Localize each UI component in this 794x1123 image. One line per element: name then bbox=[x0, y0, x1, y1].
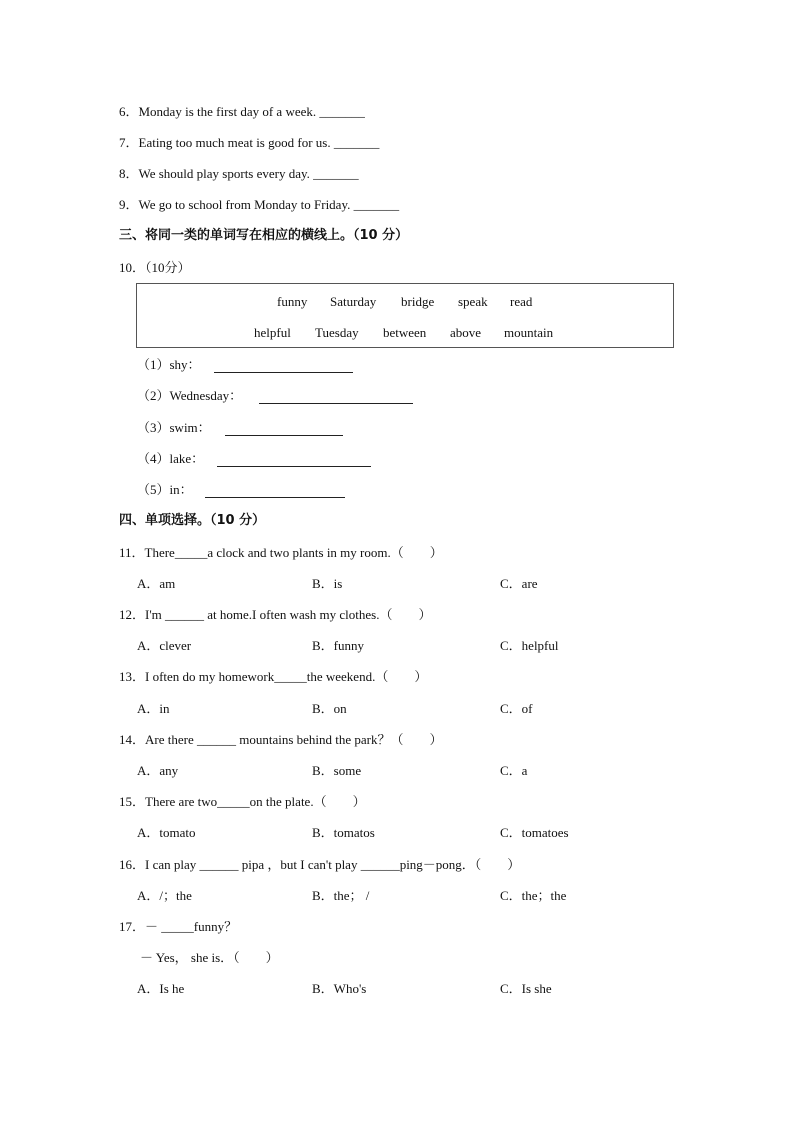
question-14-stem: 14．Are there ______ mountains behind the park？（ ） bbox=[119, 732, 443, 747]
question-10: 10．（10分） bbox=[119, 260, 191, 275]
word-bank-word: speak bbox=[458, 294, 488, 309]
option-a[interactable]: A．Is he bbox=[137, 981, 185, 996]
word-bank-word: Saturday bbox=[330, 294, 377, 309]
option-b[interactable]: B．the； / bbox=[312, 888, 370, 903]
question-17-stem: 17．－ _____funny？ bbox=[119, 919, 238, 934]
option-b[interactable]: B．some bbox=[312, 763, 362, 778]
option-a[interactable]: A．in bbox=[137, 701, 170, 716]
word-bank-word: read bbox=[510, 294, 533, 309]
option-b[interactable]: B．funny bbox=[312, 638, 365, 653]
statement-8: 8．We should play sports every day. _______ bbox=[119, 166, 359, 181]
word-bank-word: Tuesday bbox=[315, 325, 359, 340]
statement-7: 7．Eating too much meat is good for us. _______ bbox=[119, 135, 380, 150]
word-bank-word: bridge bbox=[401, 294, 435, 309]
question-11-stem: 11．There_____a clock and two plants in my room.（ ） bbox=[119, 545, 443, 560]
question-17-reply: － Yes， she is．（ ） bbox=[140, 950, 279, 965]
answer-line-5[interactable] bbox=[205, 497, 345, 498]
word-bank-word: above bbox=[450, 325, 482, 340]
option-a[interactable]: A．tomato bbox=[137, 825, 196, 840]
option-b[interactable]: B．Who's bbox=[312, 981, 367, 996]
category-item-5: （5）in： bbox=[137, 482, 193, 497]
category-item-2: （2）Wednesday： bbox=[137, 388, 243, 403]
word-bank-box bbox=[136, 283, 674, 348]
question-13-stem: 13．I often do my homework_____the weekend.（ ） bbox=[119, 669, 428, 684]
section4-heading: 四、单项选择。（10 分） bbox=[119, 513, 266, 528]
statement-9: 9．We go to school from Monday to Friday. _______ bbox=[119, 197, 400, 212]
option-b[interactable]: B．is bbox=[312, 576, 343, 591]
category-item-1: （1）shy： bbox=[137, 357, 201, 372]
option-b[interactable]: B．on bbox=[312, 701, 347, 716]
category-item-4: （4）lake： bbox=[137, 451, 205, 466]
option-a[interactable]: A．am bbox=[137, 576, 176, 591]
question-15-stem: 15．There are two_____on the plate.（ ） bbox=[119, 794, 366, 809]
word-bank-word: mountain bbox=[504, 325, 554, 340]
answer-line-2[interactable] bbox=[259, 403, 413, 404]
statement-6: 6．Monday is the first day of a week. _______ bbox=[119, 104, 365, 119]
option-b[interactable]: B．tomatos bbox=[312, 825, 375, 840]
category-item-3: （3）swim： bbox=[137, 420, 211, 435]
option-a[interactable]: A．any bbox=[137, 763, 179, 778]
option-c[interactable]: C．tomatoes bbox=[500, 825, 569, 840]
question-12-stem: 12．I'm ______ at home.I often wash my clothes.（ ） bbox=[119, 607, 432, 622]
word-bank-word: helpful bbox=[254, 325, 291, 340]
answer-line-3[interactable] bbox=[225, 435, 343, 436]
option-a[interactable]: A．/；the bbox=[137, 888, 192, 903]
question-16-stem: 16．I can play ______ pipa ，but I can't play ______ping－pong．（ ） bbox=[119, 857, 521, 872]
option-c[interactable]: C．are bbox=[500, 576, 538, 591]
option-c[interactable]: C．of bbox=[500, 701, 533, 716]
option-c[interactable]: C．the；the bbox=[500, 888, 567, 903]
answer-line-1[interactable] bbox=[214, 372, 353, 373]
section3-heading: 三、将同一类的单词写在相应的横线上。（10 分） bbox=[119, 228, 409, 243]
word-bank-word: between bbox=[383, 325, 427, 340]
option-c[interactable]: C．a bbox=[500, 763, 528, 778]
option-c[interactable]: C．helpful bbox=[500, 638, 559, 653]
option-a[interactable]: A．clever bbox=[137, 638, 192, 653]
option-c[interactable]: C．Is she bbox=[500, 981, 552, 996]
answer-line-4[interactable] bbox=[217, 466, 371, 467]
word-bank-word: funny bbox=[277, 294, 308, 309]
